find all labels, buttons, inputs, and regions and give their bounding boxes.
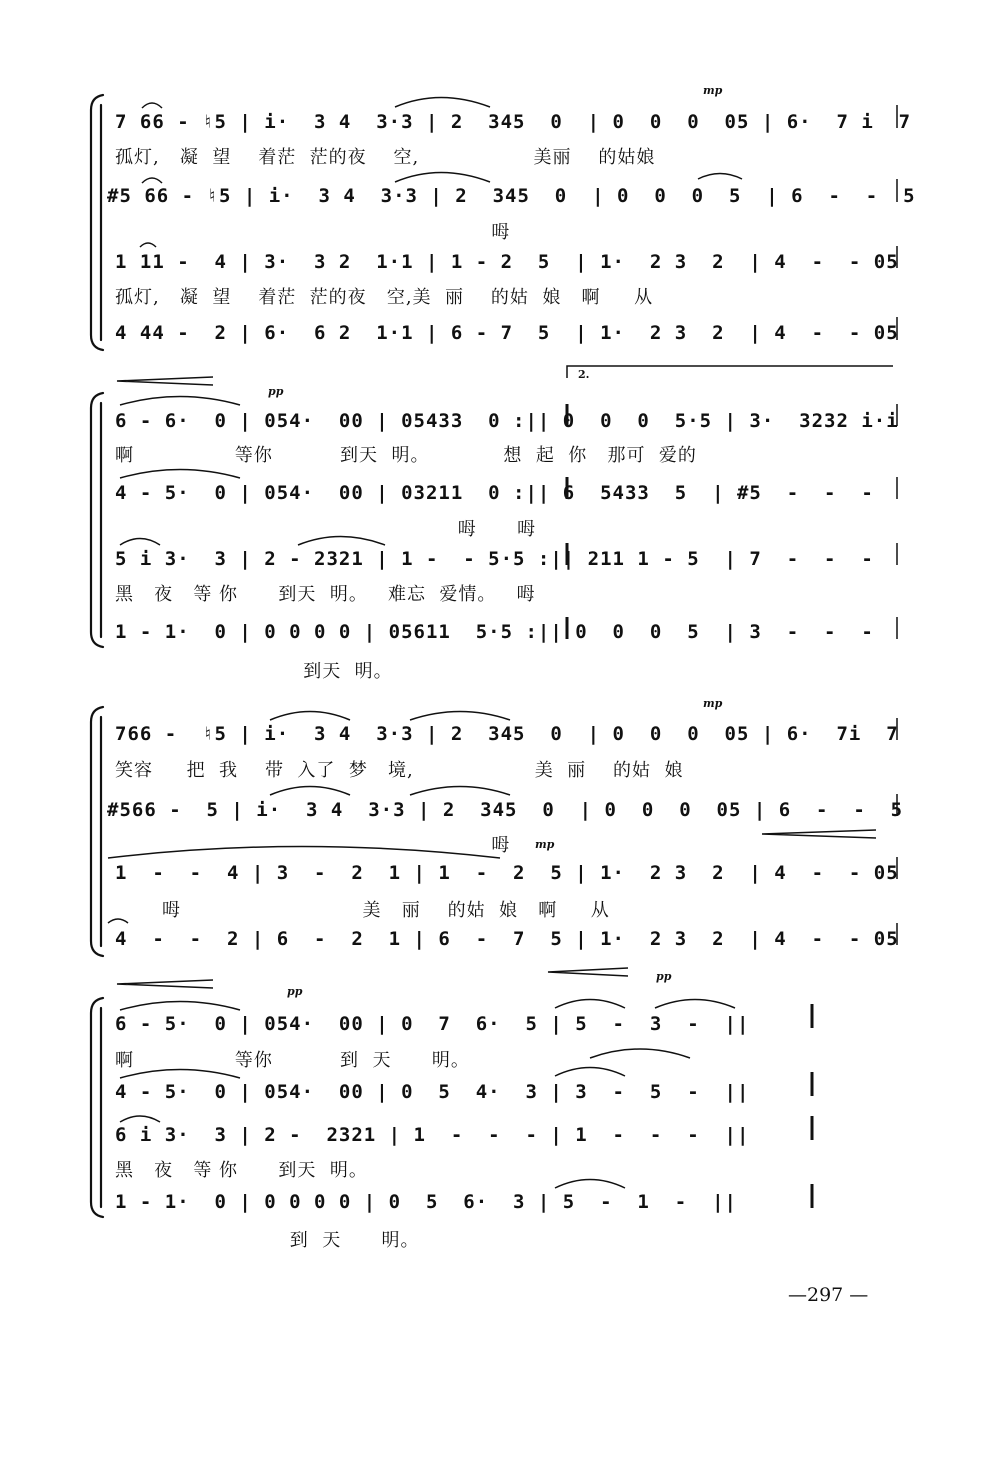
dynamic-mark: mp (535, 838, 555, 851)
dynamic-mark: pp (656, 970, 672, 983)
alto-notes: 4 - 5· 0 | 054· 00 | 03211 0 :|| 6 5433 5 | #5 - - - (115, 482, 874, 504)
tenor-notes: 1 11 - 4 | 3· 3 2 1·1 | 1 - 2 5 | 1· 2 3 2 | 4 - - 05 (115, 251, 899, 273)
alto-notes: #566 - 5 | i· 3 4 3·3 | 2 345 0 | 0 0 0 05 | 6 - - 5 (107, 799, 904, 821)
tenor-notes: 1 - - 4 | 3 - 2 1 | 1 - 2 5 | 1· 2 3 2 | 4 - - 05 (115, 862, 899, 884)
tenor-lyrics: 呣 美 丽 的姑 娘 啊 从 (115, 900, 610, 921)
bass-notes: 4 44 - 2 | 6· 6 2 1·1 | 6 - 7 5 | 1· 2 3 2 | 4 - - 05 (115, 322, 899, 344)
tenor-lyrics: 黑 夜 等 你 到天 明。 (115, 1160, 368, 1181)
bass-notes: 1 - 1· 0 | 0 0 0 0 | 0 5 6· 3 | 5 - 1 - || (115, 1191, 737, 1213)
soprano-notes: 6 - 6· 0 | 054· 00 | 05433 0 :|| 0 0 0 5·5 | 3· 3232 i·i (115, 410, 899, 432)
soprano-notes: 766 - ♮5 | i· 3 4 3·3 | 2 345 0 | 0 0 0 05 | 6· 7i 7 (115, 723, 899, 745)
soprano-lyrics: 孤灯, 凝 望 着茫 茫的夜 空, 美丽 的姑娘 (115, 147, 656, 168)
bass-notes: 4 - - 2 | 6 - 2 1 | 6 - 7 5 | 1· 2 3 2 | 4 - - 05 (115, 928, 899, 950)
dynamic-mark: pp (287, 985, 303, 998)
dynamic-mark: mp (703, 84, 723, 97)
dynamic-mark: pp (268, 385, 284, 398)
tenor-lyrics: 黑 夜 等 你 到天 明。 难忘 爱情。 呣 (115, 584, 536, 605)
alto-notes: #5 66 - ♮5 | i· 3 4 3·3 | 2 345 0 | 0 0 0 5 | 6 - - 5 (107, 185, 916, 207)
soprano-lyrics: 啊 等你 到天 明。 想 起 你 那可 爱的 (115, 445, 697, 466)
tenor-lyrics: 孤灯, 凝 望 着茫 茫的夜 空,美 丽 的姑 娘 啊 从 (115, 287, 654, 308)
alto-lyrics: 呣 呣 (115, 519, 537, 540)
bass-lyrics: 到 天 明。 (115, 1230, 420, 1251)
page-number: —297 — (788, 1284, 869, 1306)
tenor-notes: 6 i 3· 3 | 2 - 2321 | 1 - - - | 1 - - - || (115, 1124, 750, 1146)
soprano-lyrics: 啊 等你 到 天 明。 (115, 1050, 470, 1071)
bass-notes: 1 - 1· 0 | 0 0 0 0 | 05611 5·5 :|| 0 0 0 5 | 3 - - - (115, 621, 874, 643)
alto-notes: 4 - 5· 0 | 054· 00 | 0 5 4· 3 | 3 - 5 - || (115, 1081, 750, 1103)
tenor-notes: 5 i 3· 3 | 2 - 2321 | 1 - - 5·5 :|| 211 1 - 5 | 7 - - - (115, 548, 874, 570)
soprano-notes: 7 66 - ♮5 | i· 3 4 3·3 | 2 345 0 | 0 0 0 05 | 6· 7 i 7 (115, 111, 912, 133)
soprano-lyrics: 笑容 把 我 带 入了 梦 境, 美 丽 的姑 娘 (115, 760, 684, 781)
dynamic-mark: mp (703, 697, 723, 710)
bass-lyrics: 到天 明。 (115, 661, 393, 682)
alto-lyrics: 呣 (115, 835, 511, 856)
alto-lyrics: 呣 (115, 222, 511, 243)
volta-label: 2. (578, 368, 590, 381)
soprano-notes: 6 - 5· 0 | 054· 00 | 0 7 6· 5 | 5 - 3 - || (115, 1013, 750, 1035)
